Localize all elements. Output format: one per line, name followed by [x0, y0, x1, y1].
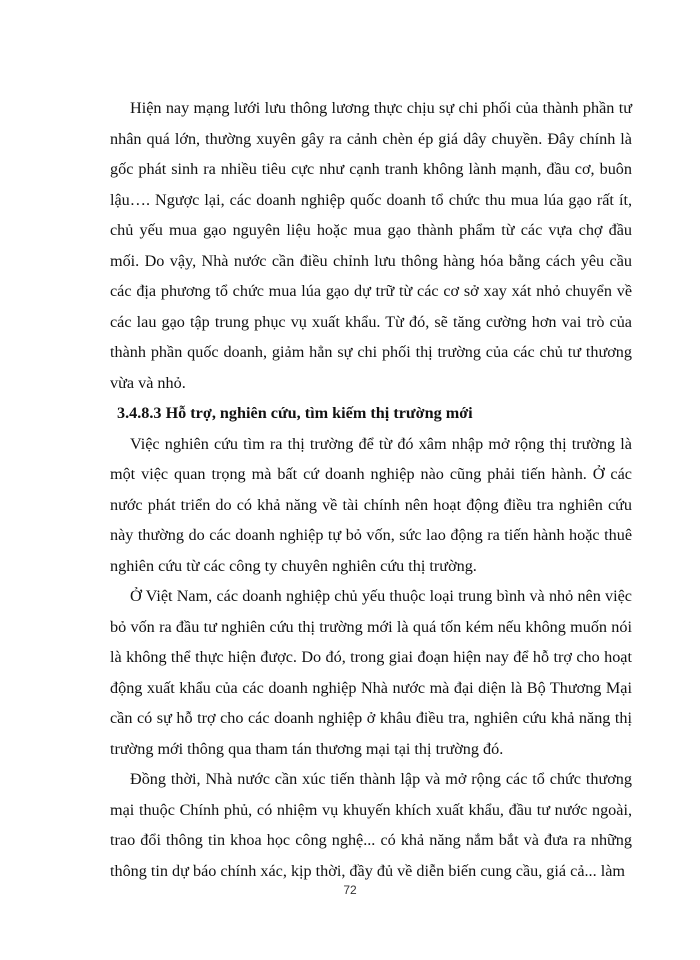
page-content — [110, 93, 632, 886]
page-number: 72 — [343, 883, 357, 897]
paragraph-trade-organizations: Đồng thời, Nhà nước cần xúc tiến thành lập và mở rộng các tổ chức thương mại thuộc Chính phủ, có nhiệm vụ khuyến khích xuất khẩu, đầu tư nước ngoài, trao đổi thông tin khoa học công nghệ... có khả năng nắm bắt và đưa ra những thông tin dự báo chính xác, kịp thời, đầy đủ về diễn biến cung cầu, giá cả... làm — [110, 770, 632, 880]
paragraph-vietnam-enterprises: Ở Việt Nam, các doanh nghiệp chủ yếu thuộc loại trung bình và nhỏ nên việc bỏ vốn ra đầu tư nghiên cứu thị trường mới là quá tốn kém nếu không muốn nói là không thể thực hiện được. Do đó, trong giai đoạn hiện nay để hỗ trợ cho hoạt động xuất khẩu của các doanh nghiệp Nhà nước mà đại diện là Bộ Thương Mại cần có sự hỗ trợ cho các doanh nghiệp ở khâu điều tra, nghiên cứu khả năng thị trường mới thông qua tham tán thương mại tại thị trường đó. — [110, 587, 632, 758]
paragraph-distribution-network: Hiện nay mạng lưới lưu thông lương thực chịu sự chi phối của thành phần tư nhân quá lớn, thường xuyên gây ra cảnh chèn ép giá dây chuyền. Đây chính là gốc phát sinh ra nhiều tiêu cực như cạnh tranh không lành mạnh, đầu cơ, buôn lậu…. Ngược lại, các doanh nghiệp quốc doanh tổ chức thu mua lúa gạo rất ít, chủ yếu mua gạo nguyên liệu hoặc mua gạo thành phẩm từ các vựa chợ đầu mối. Do vậy, Nhà nước cần điều chỉnh lưu thông hàng hóa bằng cách yêu cầu các địa phương tổ chức mua lúa gạo dự trữ từ các cơ sở xay xát nhỏ chuyển về các lau gạo tập trung phục vụ xuất khẩu. Từ đó, sẽ tăng cường hơn vai trò của thành phần quốc doanh, giảm hẳn sự chi phối thị trường của các chủ tư thương vừa và nhỏ. — [110, 99, 632, 392]
section-heading: 3.4.8.3 Hỗ trợ, nghiên cứu, tìm kiếm thị trường mới — [117, 404, 473, 422]
paragraph-market-research: Việc nghiên cứu tìm ra thị trường để từ đó xâm nhập mở rộng thị trường là một việc quan trọng mà bất cứ doanh nghiệp nào cũng phải tiến hành. Ở các nước phát triển do có khả năng về tài chính nên hoạt động điều tra nghiên cứu này thường do các doanh nghiệp tự bỏ vốn, sức lao động ra tiến hành hoặc thuê nghiên cứu từ các công ty chuyên nghiên cứu thị trường. — [110, 434, 632, 575]
